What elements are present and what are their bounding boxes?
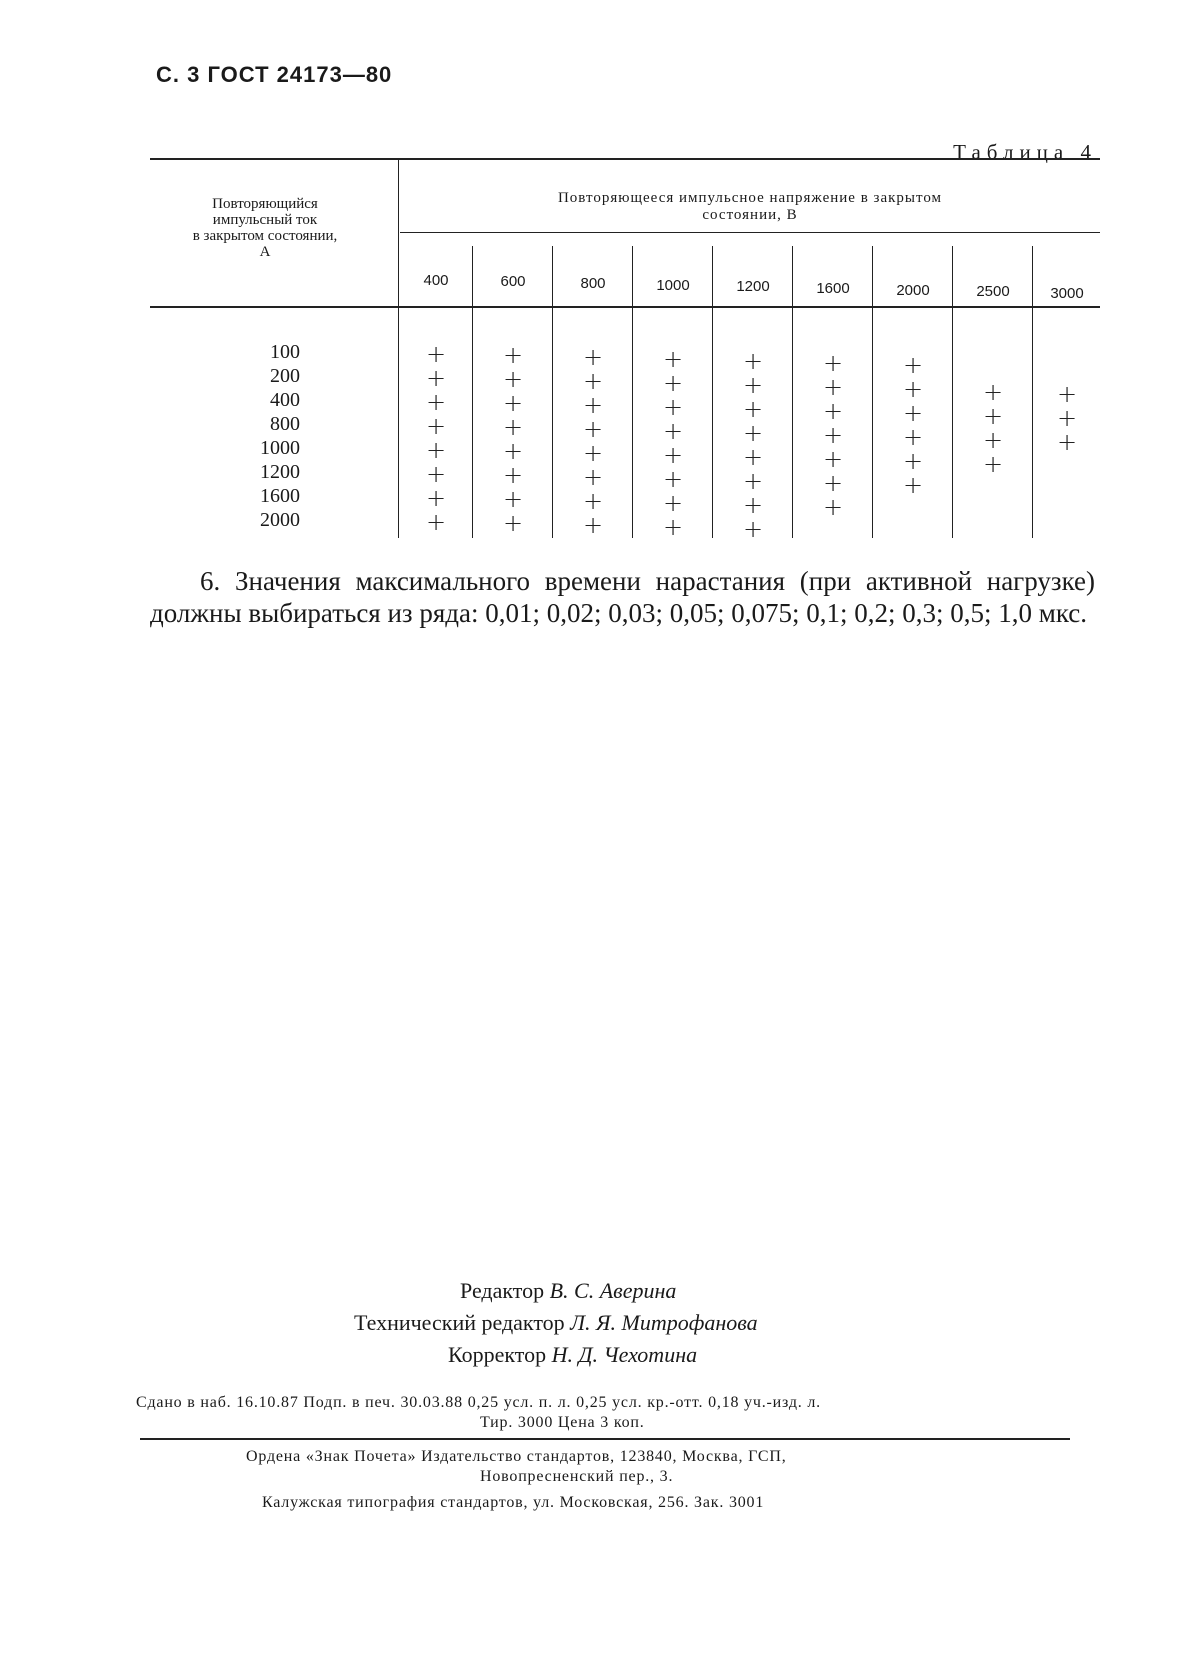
credit-tech-editor bbox=[354, 1310, 758, 1336]
row-header bbox=[150, 196, 380, 260]
marks-column-2500 bbox=[954, 380, 1032, 476]
corrector-name: Н. Д. Чехотина bbox=[551, 1342, 698, 1367]
plus-mark: + bbox=[582, 391, 604, 419]
plus-mark: + bbox=[662, 441, 684, 469]
plus-mark: + bbox=[742, 515, 764, 543]
plus-mark: + bbox=[742, 467, 764, 495]
marks-column-800 bbox=[554, 345, 632, 537]
voltage-header: 1200 bbox=[736, 278, 770, 295]
plus-mark: + bbox=[982, 402, 1004, 430]
marks-column-2000 bbox=[874, 353, 952, 497]
voltage-header: 800 bbox=[580, 275, 606, 292]
marks-column-400 bbox=[400, 342, 472, 534]
current-value: 1200 bbox=[260, 461, 300, 483]
row-header-line: в закрытом состоянии, bbox=[192, 228, 338, 244]
column-header-line: Повторяющееся импульсное напряжение в закрытом bbox=[557, 190, 943, 206]
tech-editor-name: Л. Я. Митрофанова bbox=[570, 1310, 758, 1335]
voltage-header: 1600 bbox=[816, 280, 850, 297]
plus-mark: + bbox=[582, 367, 604, 395]
marks-column-1600 bbox=[794, 351, 872, 519]
marks-column-600 bbox=[474, 343, 552, 535]
plus-mark: + bbox=[582, 463, 604, 491]
plus-mark: + bbox=[425, 340, 447, 368]
plus-mark: + bbox=[662, 417, 684, 445]
voltage-header: 600 bbox=[500, 273, 526, 290]
tech-editor-label: Технический редактор bbox=[354, 1310, 565, 1335]
current-value: 1000 bbox=[260, 437, 300, 459]
plus-mark: + bbox=[582, 511, 604, 539]
page-header: С. 3 ГОСТ 24173—80 bbox=[156, 62, 393, 87]
plus-mark: + bbox=[662, 465, 684, 493]
credit-editor bbox=[460, 1278, 676, 1304]
plus-mark: + bbox=[582, 439, 604, 467]
plus-mark: + bbox=[982, 426, 1004, 454]
plus-mark: + bbox=[502, 365, 524, 393]
voltage-header: 2500 bbox=[976, 283, 1010, 300]
plus-mark: + bbox=[425, 412, 447, 440]
plus-mark: + bbox=[902, 399, 924, 427]
plus-mark: + bbox=[742, 395, 764, 423]
plus-mark: + bbox=[662, 369, 684, 397]
editor-name: В. С. Аверина bbox=[549, 1278, 677, 1303]
column-header bbox=[400, 190, 1100, 224]
table-vline-4 bbox=[712, 246, 713, 538]
table-top-rule bbox=[150, 158, 1100, 160]
plus-mark: + bbox=[902, 447, 924, 475]
plus-mark: + bbox=[742, 443, 764, 471]
plus-mark: + bbox=[502, 509, 524, 537]
table-header-bottom-rule bbox=[150, 306, 1100, 308]
plus-mark: + bbox=[425, 364, 447, 392]
plus-mark: + bbox=[1056, 404, 1078, 432]
plus-mark: + bbox=[425, 484, 447, 512]
column-header-line: состоянии, В bbox=[702, 207, 798, 223]
plus-mark: + bbox=[502, 341, 524, 369]
current-value: 800 bbox=[270, 413, 300, 435]
current-value: 400 bbox=[270, 389, 300, 411]
imprint-line-5: Калужская типография стандартов, ул. Московская, 256. Зак. 3001 bbox=[262, 1494, 765, 1511]
plus-mark: + bbox=[822, 445, 844, 473]
table-vline-1 bbox=[472, 246, 473, 538]
imprint-rule bbox=[140, 1438, 1070, 1440]
plus-mark: + bbox=[742, 347, 764, 375]
row-header-line: импульсный ток bbox=[212, 212, 318, 228]
plus-mark: + bbox=[582, 487, 604, 515]
plus-mark: + bbox=[822, 469, 844, 497]
row-header-line: Повторяющийся bbox=[212, 196, 318, 212]
current-values bbox=[230, 340, 300, 532]
plus-mark: + bbox=[902, 375, 924, 403]
row-header-line: А bbox=[259, 244, 271, 260]
credit-corrector bbox=[448, 1342, 697, 1368]
plus-mark: + bbox=[582, 415, 604, 443]
plus-mark: + bbox=[822, 397, 844, 425]
current-value: 2000 bbox=[260, 509, 300, 531]
plus-mark: + bbox=[742, 371, 764, 399]
plus-mark: + bbox=[502, 485, 524, 513]
plus-mark: + bbox=[822, 349, 844, 377]
plus-mark: + bbox=[822, 493, 844, 521]
plus-mark: + bbox=[662, 513, 684, 541]
table-vline-7 bbox=[952, 246, 953, 538]
table-vline-2 bbox=[552, 246, 553, 538]
plus-mark: + bbox=[662, 393, 684, 421]
plus-mark: + bbox=[425, 508, 447, 536]
voltage-header: 1000 bbox=[656, 277, 690, 294]
plus-mark: + bbox=[425, 460, 447, 488]
plus-mark: + bbox=[902, 423, 924, 451]
paragraph-6: 6. Значения максимального времени нарастания (при активной нагрузке) должны выбираться из ряда: 0,01; 0,02; 0,03; 0,05; 0,075; 0,1; 0,2; 0,3; 0,5; 1,0 мкс. bbox=[150, 566, 1095, 628]
table-vline-8 bbox=[1032, 246, 1033, 538]
imprint-line-4: Новопресненский пер., 3. bbox=[480, 1468, 674, 1485]
marks-column-1200 bbox=[714, 349, 792, 541]
imprint-line-2: Тир. 3000 Цена 3 коп. bbox=[480, 1414, 645, 1431]
plus-mark: + bbox=[425, 436, 447, 464]
current-value: 100 bbox=[270, 341, 300, 363]
imprint-line-1: Сдано в наб. 16.10.87 Подп. в печ. 30.03.88 0,25 усл. п. л. 0,25 усл. кр.-отт. 0,18 уч.-изд. л. bbox=[136, 1394, 821, 1411]
marks-column-1000 bbox=[634, 347, 712, 539]
plus-mark: + bbox=[1056, 380, 1078, 408]
corrector-label: Корректор bbox=[448, 1342, 547, 1367]
plus-mark: + bbox=[425, 388, 447, 416]
plus-mark: + bbox=[902, 351, 924, 379]
plus-mark: + bbox=[502, 461, 524, 489]
plus-mark: + bbox=[822, 421, 844, 449]
table-vline-6 bbox=[872, 246, 873, 538]
plus-mark: + bbox=[742, 419, 764, 447]
marks-column-3000 bbox=[1034, 382, 1100, 454]
table-title: Таблица 4 bbox=[953, 140, 1097, 164]
table-vline-0 bbox=[398, 158, 399, 538]
current-value: 1600 bbox=[260, 485, 300, 507]
table-vline-3 bbox=[632, 246, 633, 538]
plus-mark: + bbox=[662, 489, 684, 517]
plus-mark: + bbox=[582, 343, 604, 371]
plus-mark: + bbox=[902, 471, 924, 499]
table-vline-5 bbox=[792, 246, 793, 538]
voltage-header: 2000 bbox=[896, 282, 930, 299]
plus-mark: + bbox=[1056, 428, 1078, 456]
imprint-line-3: Ордена «Знак Почета» Издательство стандартов, 123840, Москва, ГСП, bbox=[246, 1448, 787, 1465]
voltage-header: 400 bbox=[423, 272, 449, 289]
plus-mark: + bbox=[822, 373, 844, 401]
current-value: 200 bbox=[270, 365, 300, 387]
plus-mark: + bbox=[502, 389, 524, 417]
plus-mark: + bbox=[742, 491, 764, 519]
editor-label: Редактор bbox=[460, 1278, 545, 1303]
plus-mark: + bbox=[982, 378, 1004, 406]
plus-mark: + bbox=[662, 345, 684, 373]
header-split-rule bbox=[400, 232, 1100, 233]
plus-mark: + bbox=[502, 437, 524, 465]
voltage-header: 3000 bbox=[1050, 285, 1084, 302]
plus-mark: + bbox=[982, 450, 1004, 478]
plus-mark: + bbox=[502, 413, 524, 441]
